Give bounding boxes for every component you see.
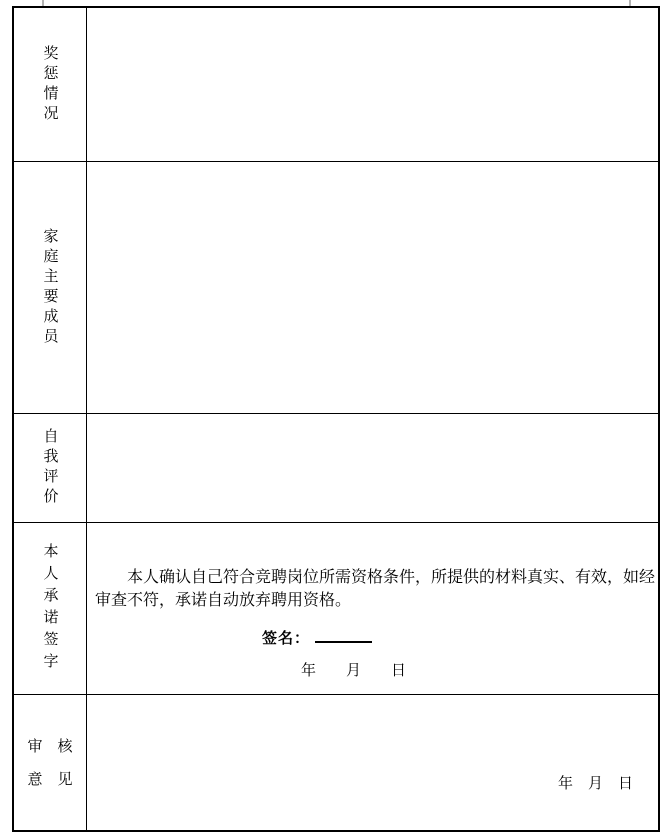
family-label-text: 家庭主要成员	[41, 227, 60, 348]
self-evaluation-label-text: 自我评价	[41, 428, 60, 508]
rewards-input-area[interactable]	[87, 8, 658, 161]
table-row-self-evaluation	[14, 414, 658, 523]
row-label-review	[14, 695, 87, 830]
row-label-self-evaluation	[14, 414, 87, 522]
row-label-rewards	[14, 8, 87, 161]
table-row-commitment	[14, 523, 658, 695]
commitment-label-text: 本人承诺签字	[41, 542, 60, 675]
commitment-paragraph-line1: 本人确认自己符合竞聘岗位所需资格条件，所提供的材料真实、有效，如经	[127, 567, 656, 586]
review-input-area[interactable]	[87, 695, 658, 830]
review-label-line1: 审 核	[27, 736, 73, 755]
signature-line	[262, 627, 650, 647]
rewards-label-text: 奖惩情况	[41, 44, 60, 125]
signature-label: 签名：	[262, 629, 311, 647]
application-form-table	[12, 6, 660, 832]
self-evaluation-input-area[interactable]	[87, 414, 658, 522]
table-row-review	[14, 695, 658, 830]
signature-blank[interactable]	[315, 628, 372, 643]
table-row-rewards	[14, 8, 658, 162]
row-label-commitment	[14, 523, 87, 694]
commitment-paragraph-line2: 审查不符，承诺自动放弃聘用资格。	[95, 590, 352, 609]
commitment-date-line: 年 月 日	[301, 661, 407, 679]
review-date-line: 年 月 日	[557, 774, 633, 792]
review-label-line2: 意 见	[27, 769, 73, 788]
review-label-text	[27, 730, 72, 796]
row-label-family	[14, 162, 87, 413]
table-row-family	[14, 162, 658, 414]
family-input-area[interactable]	[87, 162, 658, 413]
commitment-cell[interactable]	[87, 523, 658, 694]
